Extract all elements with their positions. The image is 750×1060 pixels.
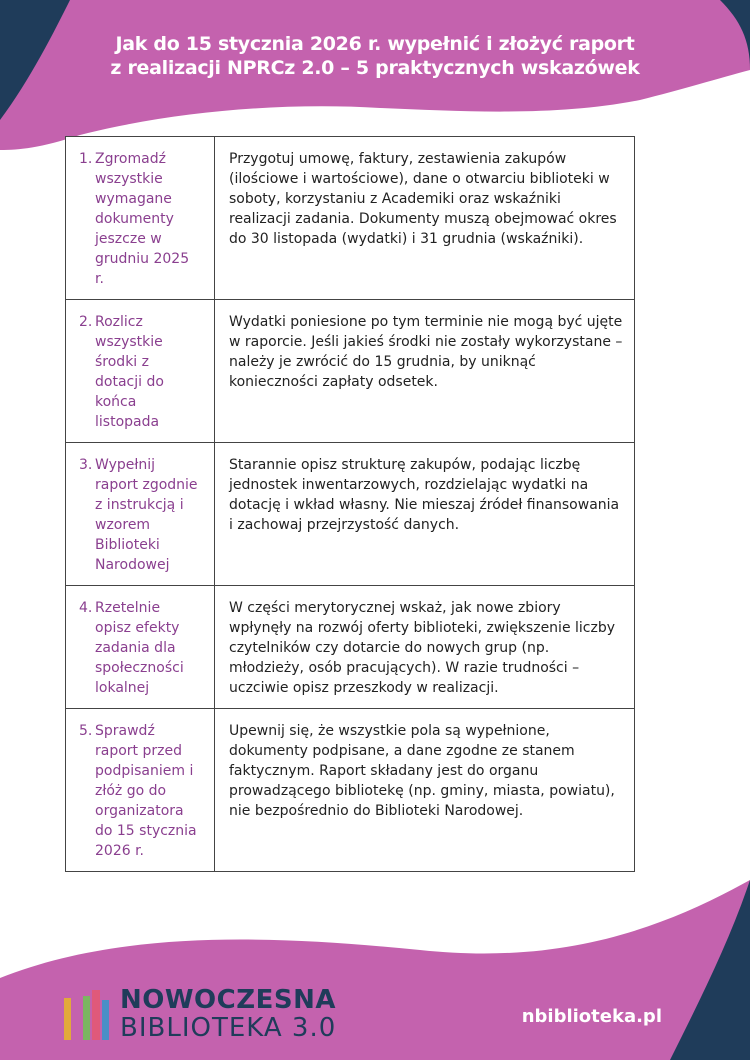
tip-heading-cell xyxy=(66,709,215,872)
tip-body: W części merytorycznej wskaż, jak nowe zbiory wpłynęły na rozwój oferty biblioteki, zwiększenie liczby czytelników czy dotarcie do nowych grup (np. młodzieży, osób pracujących). W razie trudności – uczciwie opisz przeszkody w realizacji. xyxy=(215,586,635,709)
tip-heading: Zgromadź wszystkie wymagane dokumenty jeszcze w grudniu 2025 r. xyxy=(95,151,190,287)
tip-heading: Rozlicz wszystkie środki z dotacji do końca listopada xyxy=(95,314,164,430)
tip-row-3 xyxy=(66,443,635,586)
tip-body: Przygotuj umowę, faktury, zestawienia zakupów (ilościowe i wartościowe), dane o otwarciu biblioteki w soboty, korzystaniu z Academiki oraz wskaźniki realizacji zadania. Dokumenty muszą obejmować okres do 30 listopada (wydatki) i 31 grudnia (wskaźniki). xyxy=(215,137,635,300)
website-link[interactable]: nbiblioteka.pl xyxy=(521,1006,662,1027)
tip-heading-cell xyxy=(66,586,215,709)
tip-row-4 xyxy=(66,586,635,709)
tip-heading: Sprawdź raport przed podpisaniem i złóż go do organizatora do 15 stycznia 2026 r. xyxy=(95,723,197,859)
tip-heading-cell xyxy=(66,443,215,586)
tip-number: 1. xyxy=(79,151,93,167)
nowoczesna-biblioteka-logo xyxy=(62,986,336,1042)
tip-body: Upewnij się, że wszystkie pola są wypełnione, dokumenty podpisane, a dane zgodne ze stanem faktycznym. Raport składany jest do organu prowadzącego bibliotekę (np. gminy, miasta, powiatu), nie bezpośrednio do Biblioteki Narodowej. xyxy=(215,709,635,872)
tip-row-1 xyxy=(66,137,635,300)
books-icon xyxy=(62,986,112,1042)
page-title-line-2: z realizacji NPRCz 2.0 – 5 praktycznych wskazówek xyxy=(110,57,640,79)
tip-body: Starannie opisz strukturę zakupów, podając liczbę jednostek inwentarzowych, rozdzielając wydatki na dotację i wkład własny. Nie mieszaj źródeł finansowania i zachowaj przejrzystość danych. xyxy=(215,443,635,586)
page-title xyxy=(60,32,690,80)
tip-heading-cell xyxy=(66,137,215,300)
tip-body: Wydatki poniesione po tym terminie nie mogą być ujęte w raporcie. Jeśli jakieś środki nie zostały wykorzystane – należy je zwrócić do 15 grudnia, by uniknąć konieczności zapłaty odsetek. xyxy=(215,300,635,443)
tip-number: 5. xyxy=(79,723,93,739)
logo-line-1: NOWOCZESNA xyxy=(120,985,336,1015)
tip-number: 3. xyxy=(79,457,93,473)
tip-row-5 xyxy=(66,709,635,872)
tip-number: 2. xyxy=(79,314,93,330)
tip-heading: Rzetelnie opisz efekty zadania dla społeczności lokalnej xyxy=(95,600,184,696)
logo-wordmark xyxy=(120,986,336,1042)
tip-row-2 xyxy=(66,300,635,443)
page-title-line-1: Jak do 15 stycznia 2026 r. wypełnić i złożyć raport xyxy=(115,33,635,55)
tip-heading-cell xyxy=(66,300,215,443)
tips-table xyxy=(65,136,635,872)
logo-line-2: BIBLIOTEKA 3.0 xyxy=(120,1013,337,1043)
tip-heading: Wypełnij raport zgodnie z instrukcją i wzorem Biblioteki Narodowej xyxy=(95,457,198,573)
tip-number: 4. xyxy=(79,600,93,616)
